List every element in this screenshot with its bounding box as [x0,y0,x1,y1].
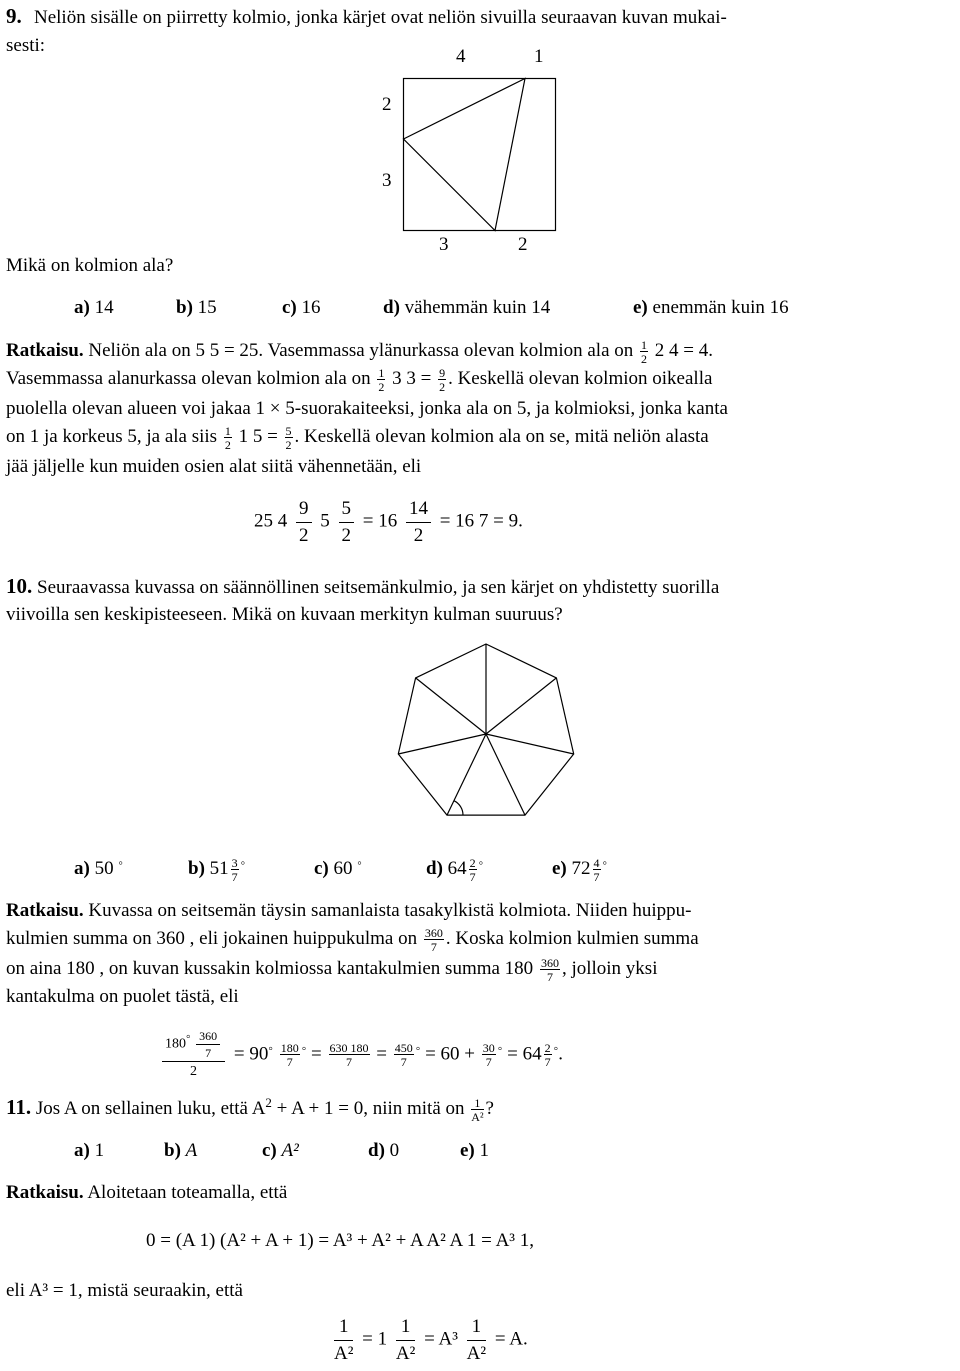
fig-top-label-1: 1 [534,46,544,67]
p9-solution-line2: Vasemmassa alanurkassa olevan kolmion ala on $\frac{1}{2}$ 3 3 = $\frac{9}{2}$ . Keskellä olevan kolmion oikealla [6,365,713,394]
heptagon-spoke [486,734,525,815]
p10-solution-line4: kantakulma on puolet tästä, eli [6,986,239,1007]
p11-option-e: e) 1 [460,1140,490,1161]
p11-equation-1: 0 = (A 1) (A² + A + 1) = A³ + A² + A A² A 1 = A³ 1, [146,1230,535,1251]
p9-option-d: d) vähemmän kuin 14 [383,297,551,318]
p11-option-a: a) 1 [74,1140,105,1161]
heptagon-spoke [416,678,486,734]
p11-option-d: d) 0 [368,1140,400,1161]
marked-angle-arc [454,801,463,815]
p9-solution-line1: Ratkaisu. Neliön ala on 5 5 = 25. Vasemmassa ylänurkassa olevan kolmion ala on $\frac{1}{2}$ 2 4 = 4. [6,337,713,366]
p9-option-a: a) 14 [74,297,114,318]
problem-9-question: Mikä on kolmion ala? [6,255,174,276]
p9-solution-line3: puolella olevan alueen voi jakaa 1 × 5-suorakaiteeksi, jonka ala on 5, ja kolmioksi, jonka kanta [6,398,728,419]
problem-9-text-line1: Neliön sisälle on piirretty kolmio, jonka kärjet ovat neliön sivuilla seuraavan kuvan mukai- [34,7,727,28]
p10-solution-line3: on aina 180 , on kuvan kussakin kolmiossa kantakulmien summa 180 $\frac{360}{7}$ , jolloin yksi [6,955,658,984]
heptagon-spoke [486,734,574,754]
heptagon-spoke [398,734,486,754]
p11-option-c: c) A² [262,1140,299,1161]
problem-10-line1: 10. Seuraavassa kuvassa on säännöllinen seitsemänkulmio, ja sen kärjet on yhdistetty suorilla [6,574,720,598]
fig-left-label-2: 2 [382,94,392,115]
problem-9-number: 9. [6,4,22,28]
p10-option-d: d) 64 $\frac{2}{7}$ ◦ [426,855,484,884]
heptagon-spoke [486,678,556,734]
p9-option-e: e) enemmän kuin 16 [633,297,789,318]
p11-solution-line2: eli A³ = 1, mistä seuraakin, että [6,1280,243,1301]
p9-option-c: c) 16 [282,297,321,318]
heptagon-spoke [447,734,486,815]
p10-solution-line2: kulmien summa on 360 , eli jokainen huippukulma on $\frac{360}{7}$ . Koska kolmion kulmien summa [6,925,699,954]
problem-9-text-line2: sesti: [6,35,46,56]
problem-11-question: 11. Jos A on sellainen luku, että $A^2 + A + 1 = 0$, niin mitä on $\frac{1}{\text{A²}}$ ? [6,1095,494,1124]
fig-bottom-label-3: 3 [439,234,449,255]
p10-option-c: c) 60 ◦ [314,855,362,879]
p10-option-e: e) 72 $\frac{4}{7}$ ◦ [552,855,608,884]
fig-left-label-3: 3 [382,170,392,191]
p10-option-a: a) 50 ◦ [74,855,123,879]
p9-option-b: b) 15 [176,297,217,318]
p11-solution-line1: Ratkaisu. Aloitetaan toteamalla, että [6,1182,288,1203]
p10-option-b: b) 51 $\frac{3}{7}$ ◦ [188,855,246,884]
fig-bottom-label-2: 2 [518,234,528,255]
p10-equation: 180◦ $\frac{360}{7}$ 2 = 90◦ $\frac{180}{7}$ ◦ = $\frac{630 180}{7}$ = $\frac{450}{7}$ ◦ = 60 + $\frac{30}{7}$ ◦ = 64 $\frac{2}{7}$ ◦. [158,1030,563,1080]
p9-solution-line5: jää jäljelle kun muiden osien alat siitä vähennetään, eli [6,456,422,477]
p11-option-b: b) A [164,1140,198,1161]
problem-10-line2: viivoilla sen keskipisteeseen. Mikä on kuvaan merkityn kulman suuruus? [6,604,563,625]
fig-top-label-4: 4 [456,46,466,67]
p11-equation-2: $\frac{1}{\text{A²}}$ = 1 $\frac{1}{\text{A²}}$ = A³ $\frac{1}{\text{A²}}$ = A. [334,1316,528,1364]
p10-solution-line1: Ratkaisu. Kuvassa on seitsemän täysin samanlaista tasakylkistä kolmiota. Niiden huippu- [6,900,692,921]
p9-equation: 25 4 $\frac{9}{2}$ 5 $\frac{5}{2}$ = 16 $\frac{14}{2}$ = 16 7 = 9. [254,498,523,546]
p9-solution-line4: on 1 ja korkeus 5, ja ala siis $\frac{1}{2}$ 1 5 = $\frac{5}{2}$ . Keskellä olevan kolmion ala on se, mitä neliön alasta [6,423,709,452]
